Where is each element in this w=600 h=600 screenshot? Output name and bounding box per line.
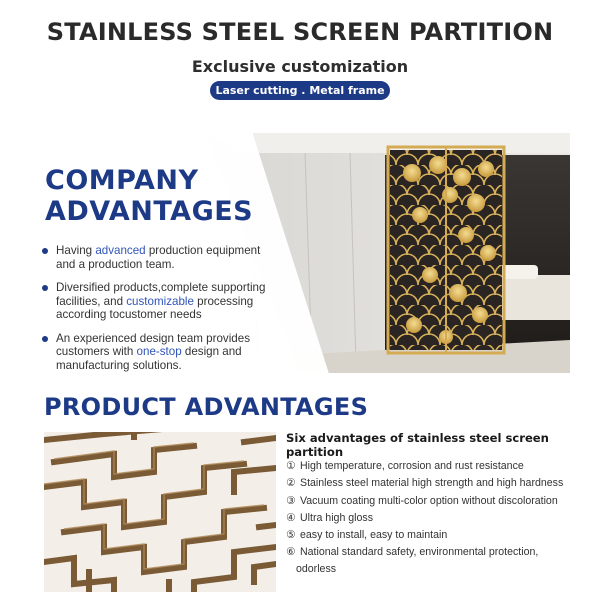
list-item: ⑤ easy to install, easy to maintain (286, 527, 586, 544)
company-heading-line1: COMPANY (45, 165, 199, 196)
item-number: ⑥ (286, 546, 296, 559)
item-number: ② (286, 477, 296, 490)
lattice-screen-illustration (44, 432, 276, 592)
list-item: Diversified products,complete supporting facilities, and customizable processing according tocustomer needs (42, 281, 282, 322)
feature-pill: Laser cutting . Metal frame (210, 81, 390, 100)
item-number: ③ (286, 494, 296, 507)
company-advantages-heading (45, 165, 253, 227)
list-item: An experienced design team provides customers with one-stop design and manufacturing solutions. (42, 332, 282, 373)
product-list-title: Six advantages of stainless steel screen partition (286, 431, 549, 459)
bullet-icon (42, 248, 48, 254)
bullet-icon (42, 285, 48, 291)
page-subtitle: Exclusive customization (191, 57, 409, 76)
item-number: ⑤ (286, 529, 296, 542)
company-heading-line2: ADVANTAGES (45, 196, 254, 227)
list-item: ② Stainless steel material high strength and high hardness (286, 475, 586, 492)
list-item: ③ Vacuum coating multi-color option without discoloration (286, 493, 586, 510)
list-item: ① High temperature, corrosion and rust resistance (286, 458, 586, 475)
bullet-icon (42, 336, 48, 342)
page-title: STAINLESS STEEL SCREEN PARTITION (46, 18, 554, 46)
company-advantages-list (42, 244, 282, 382)
list-item: ⑥ National standard safety, environmental protection, odorless (286, 546, 539, 576)
product-advantages-list (286, 458, 586, 579)
list-item: Having advanced production equipment and a production team. (42, 244, 282, 271)
lattice-screen-image (44, 432, 276, 592)
list-item: ④ Ultra high gloss (286, 510, 586, 527)
item-number: ④ (286, 511, 296, 524)
product-advantages-heading: PRODUCT ADVANTAGES (44, 393, 369, 421)
item-number: ① (286, 460, 296, 472)
